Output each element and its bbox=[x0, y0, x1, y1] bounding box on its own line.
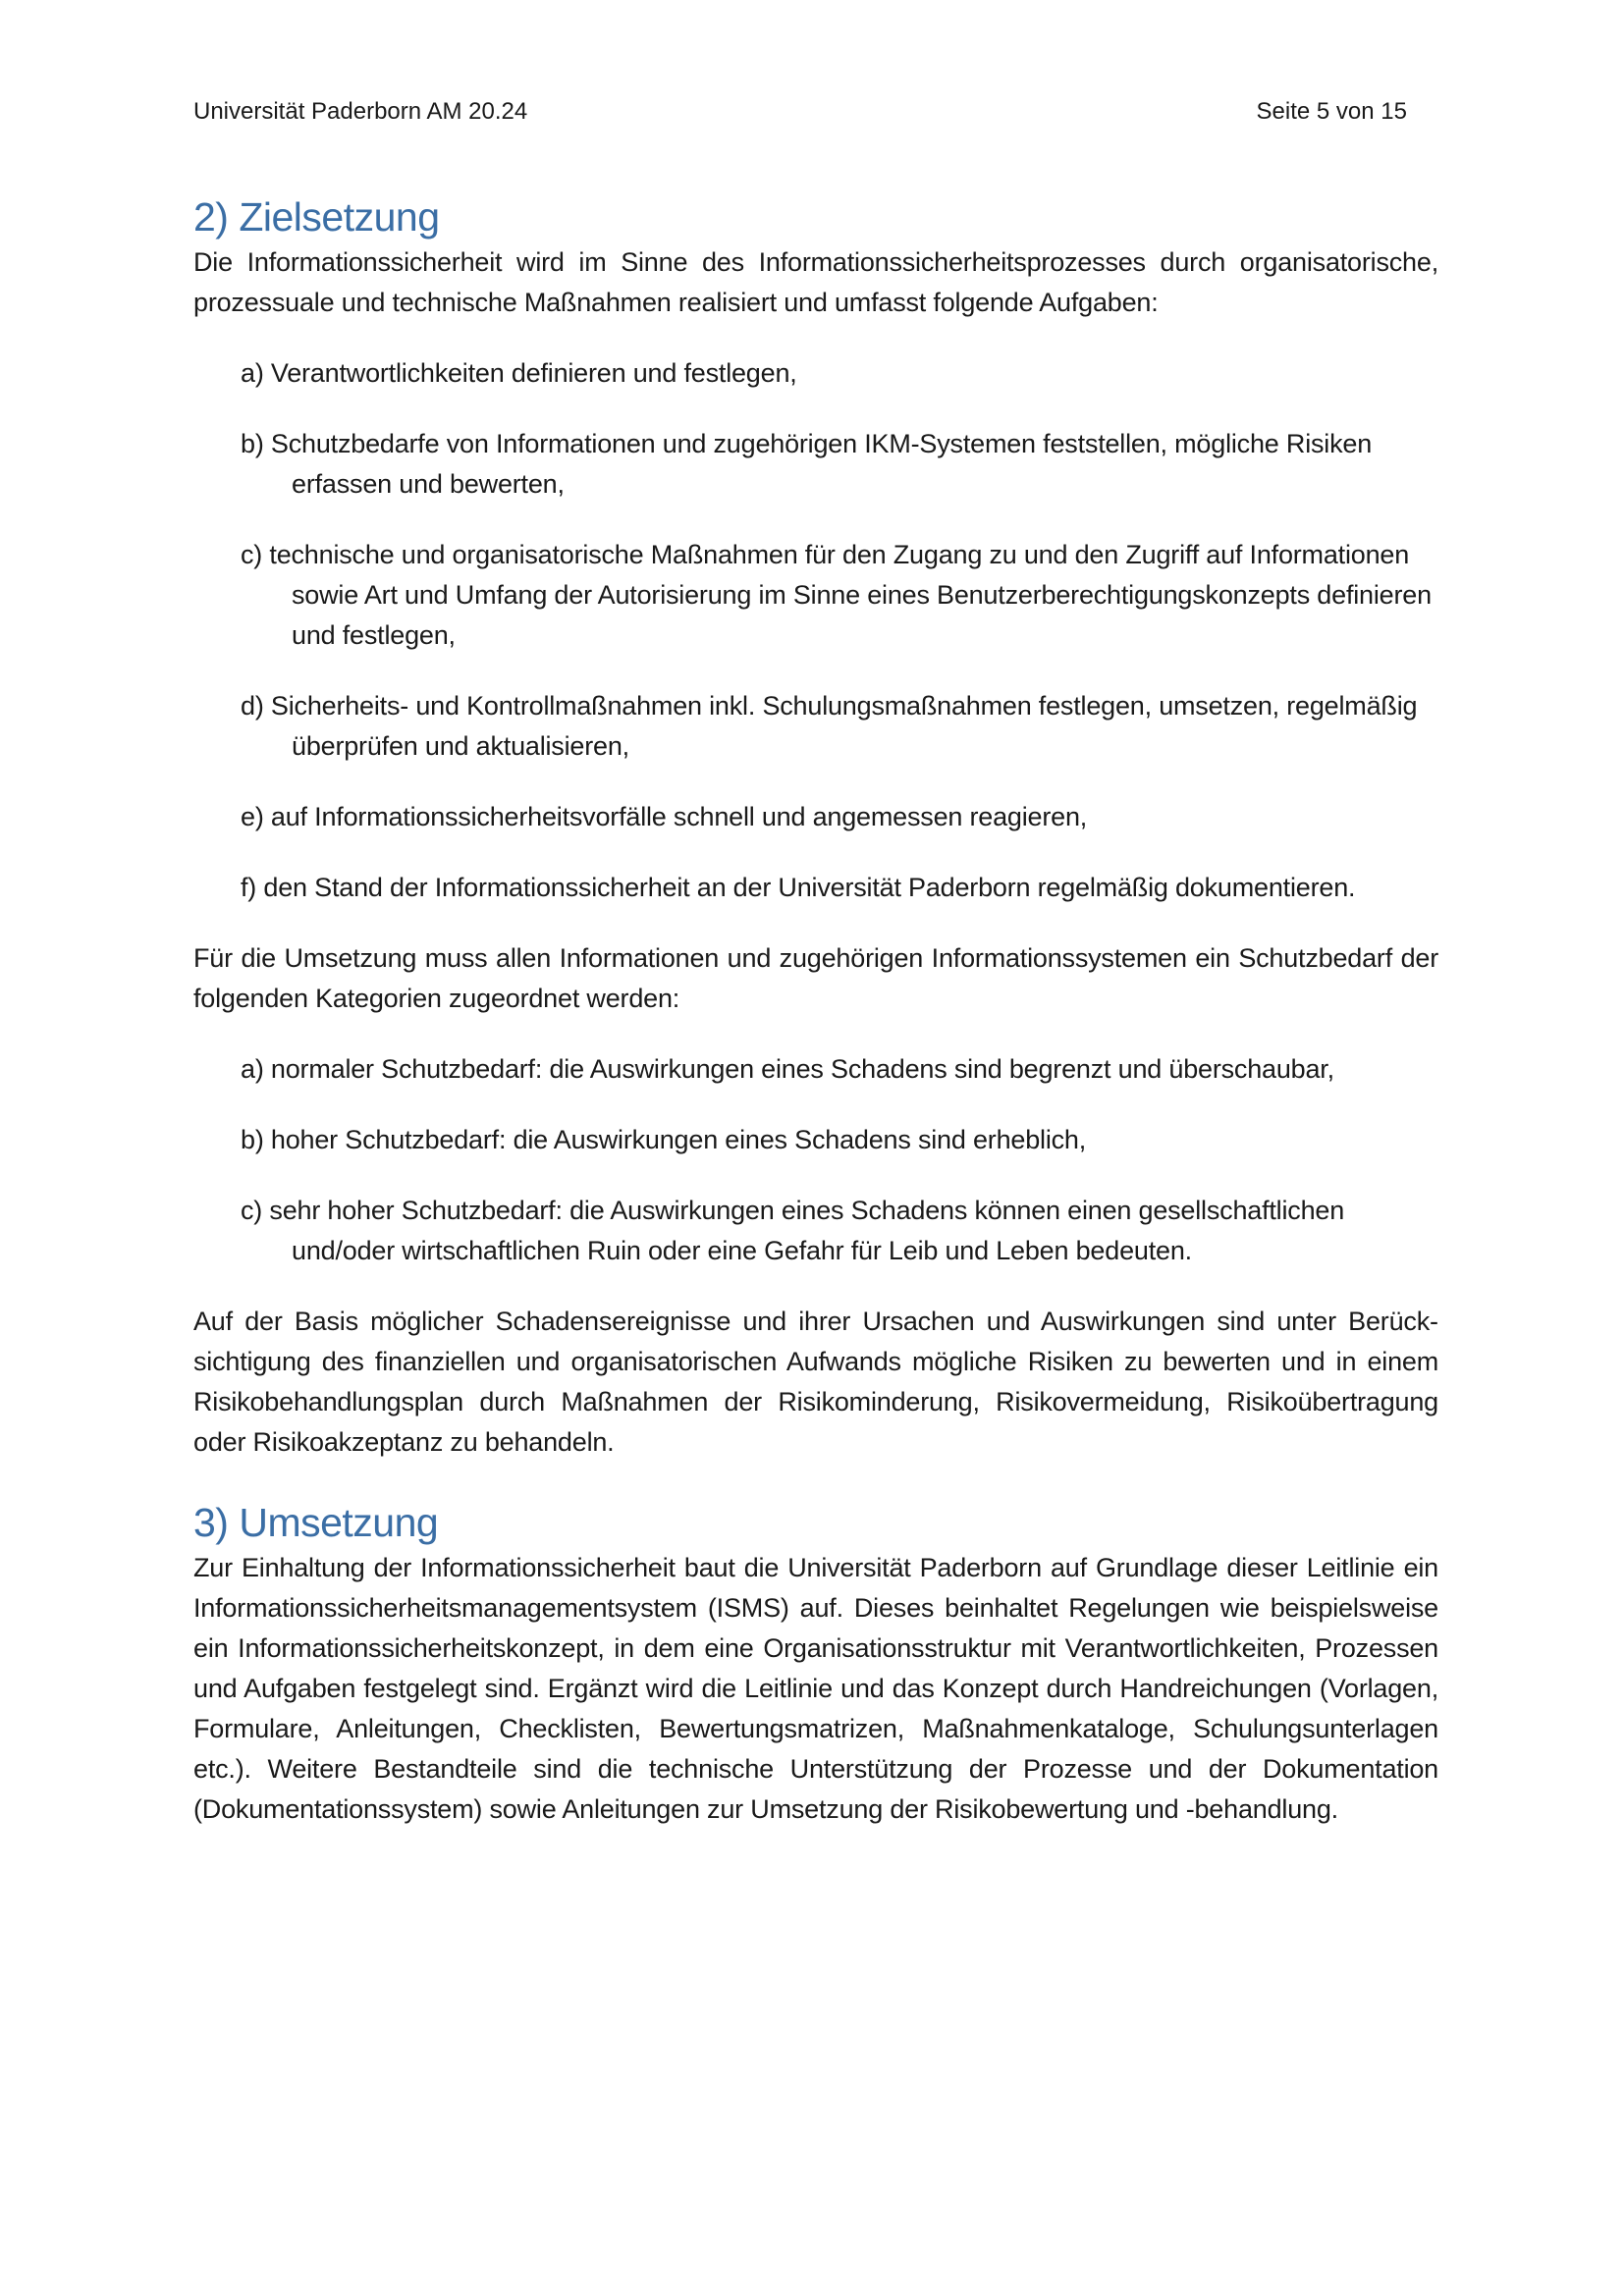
task-list-item: c) technische und organisatorische Maßnahmen für den Zugang zu und den Zugriff auf Informationen sowie Art und Umfang der Autorisierung im Sinne eines Benutzerberechtigungskonzepts definieren und festlegen, bbox=[241, 540, 1432, 650]
protection-category-item: a) normaler Schutzbedarf: die Auswirkungen eines Schadens sind begrenzt und überschaubar, bbox=[241, 1054, 1334, 1084]
task-list-item: b) Schutzbedarfe von Informationen und zugehörigen IKM-Systemen feststellen, mögliche Risiken erfassen und bewerten, bbox=[241, 429, 1373, 499]
task-list-item: e) auf Informationssicherheitsvorfälle schnell und angemessen reagieren, bbox=[241, 802, 1088, 831]
protection-category-list bbox=[193, 1049, 1438, 1271]
section-umsetzung bbox=[193, 1497, 1438, 1830]
task-list-item: f) den Stand der Informationssicherheit an der Universität Paderborn regelmäßig dokumentieren. bbox=[241, 873, 1356, 902]
section-intro-paragraph: Die Informationssicherheit wird im Sinne des Informationssicherheitsprozesses durch organisatorische, prozessuale und technische Maßnahmen realisiert und umfasst folgende Aufgaben: bbox=[193, 247, 1438, 317]
task-list bbox=[193, 353, 1438, 908]
isms-paragraph: Zur Einhaltung der Informationssicherheit baut die Universität Paderborn auf Grundlage dieser Leitlinie ein Informationssicherheitsmanagementsystem (ISMS) auf. Dieses beinhaltet Regelungen wie beispielsweise ein Informationssicherheitskonzept, in dem eine Organisationsstruktur mit Verantwortlichkeiten, Prozessen und Aufgaben festgelegt sind. Ergänzt wird die Leitlinie und das Konzept durch Handreichungen (Vorlagen, Formulare, Anleitungen, Checklisten, Bewertungsmatrizen, Maßnahmenkataloge, Schulungsunterlagen etc.). Weitere Bestandteile sind die technische Unterstützung der Prozesse und der Dokumentation (Dokumentationssystem) sowie Anleitungen zur Umsetzung der Risikobewertung und -behandlung. bbox=[193, 1553, 1438, 1824]
header-document-id: Universität Paderborn AM 20.24 bbox=[193, 98, 528, 125]
page-header bbox=[193, 94, 1407, 130]
header-page-number: Seite 5 von 15 bbox=[1256, 98, 1407, 125]
risk-treatment-paragraph: Auf der Basis möglicher Schadensereignisse und ihrer Ursachen und Auswirkungen sind unter Berücksichtigung des finanziellen und organisatorischen Aufwands mögliche Risiken zu bewerten und in einem Risikobehandlungsplan durch Maßnahmen der Risikominderung, Risikovermeidung, Risikoübertragung oder Risikoakzeptanz zu behandeln. bbox=[193, 1307, 1438, 1457]
section-heading-zielsetzung: 2) Zielsetzung bbox=[193, 194, 440, 240]
protection-category-item: c) sehr hoher Schutzbedarf: die Auswirkungen eines Schadens können einen gesellschaftlichen und/oder wirtschaftlichen Ruin oder eine Gefahr für Leib und Leben bedeuten. bbox=[241, 1196, 1345, 1265]
protection-category-item: b) hoher Schutzbedarf: die Auswirkungen eines Schadens sind erheblich, bbox=[241, 1125, 1087, 1154]
section-zielsetzung bbox=[193, 191, 1438, 1463]
categories-intro-paragraph: Für die Umsetzung muss allen Informationen und zugehörigen Informationssystemen ein Schutzbedarf der folgenden Kategorien zugeordnet werden: bbox=[193, 943, 1438, 1013]
section-heading-umsetzung: 3) Umsetzung bbox=[193, 1500, 439, 1545]
page-content bbox=[193, 191, 1438, 1830]
task-list-item: d) Sicherheits- und Kontrollmaßnahmen inkl. Schulungsmaßnahmen festlegen, umsetzen, regelmäßig überprüfen und aktualisieren, bbox=[241, 691, 1418, 761]
task-list-item: a) Verantwortlichkeiten definieren und festlegen, bbox=[241, 358, 797, 388]
